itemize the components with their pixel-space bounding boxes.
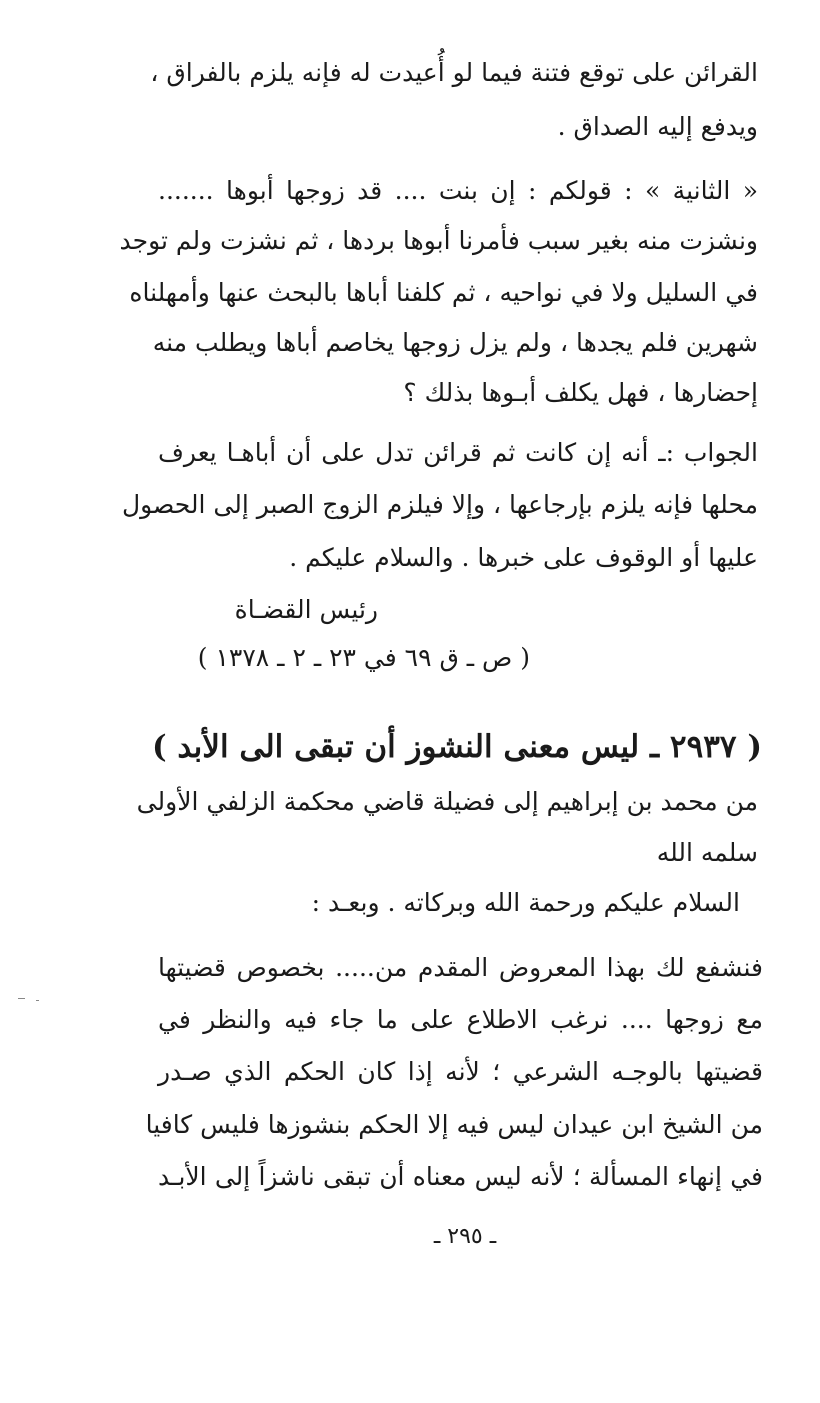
page-number: ـ ٢٩٥ ـ: [433, 1224, 497, 1249]
text-line: في السليل ولا في نواحيه ، ثم كلفنا أباها بالبحث عنها وأمهلناه: [129, 278, 758, 307]
text-line: ونشزت منه بغير سبب فأمرنا أبوها بردها ، ثم نشزت ولم توجد: [119, 226, 758, 255]
text-line: مع زوجها .... نرغب الاطلاع على ما جاء فيه والنظر في: [158, 1005, 763, 1034]
scan-mark: [18, 998, 25, 999]
letter-blessing: سلمه الله: [656, 838, 758, 867]
section-title: ( ٢٩٣٧ ـ ليس معنى النشوز أن تبقى الى الأبد ): [151, 729, 762, 765]
text-line: محلها فإنه يلزم بإرجاعها ، وإلا فيلزم الزوج الصبر إلى الحصول: [121, 490, 758, 519]
text-line: في إنهاء المسألة ؛ لأنه ليس معناه أن تبقى ناشزاً إلى الأبـد: [158, 1162, 763, 1191]
letter-sender-line: من محمد بن إبراهيم إلى فضيلة قاضي محكمة الزلفي الأولى: [136, 787, 758, 816]
text-line: شهرين فلم يجدها ، ولم يزل زوجها يخاصم أباها ويطلب منه: [152, 328, 758, 357]
text-line: قضيتها بالوجـه الشرعي ؛ لأنه إذا كان الحكم الذي صـدر: [158, 1057, 763, 1086]
text-line: ويدفع إليه الصداق .: [557, 112, 758, 141]
letter-greeting: السلام عليكم ورحمة الله وبركاته . وبعـد :: [311, 888, 740, 917]
document-reference: ( ص ـ ق ٦٩ في ٢٣ ـ ٢ ـ ١٣٧٨ ): [197, 643, 530, 672]
answer-line: الجواب :ـ أنه إن كانت ثم قرائن تدل على أن أباهـا يعرف: [158, 438, 758, 467]
text-line: فنشفع لك بهذا المعروض المقدم من..... بخصوص قضيتها: [158, 953, 763, 982]
question-heading-line: « الثانية » : قولكم : إن بنت .... قد زوجها أبوها .......: [158, 176, 758, 205]
scan-mark: [36, 1000, 39, 1001]
signature: رئيس القضـاة: [234, 595, 378, 624]
text-line: عليها أو الوقوف على خبرها . والسلام عليكم .: [289, 543, 758, 572]
text-line: من الشيخ ابن عيدان ليس فيه إلا الحكم بنشوزها فليس كافيا: [145, 1110, 763, 1139]
text-line: إحضارها ، فهل يكلف أبـوها بذلك ؟: [403, 378, 758, 407]
text-line: القرائن على توقع فتنة فيما لو أُعيدت له فإنه يلزم بالفراق ،: [150, 58, 758, 87]
